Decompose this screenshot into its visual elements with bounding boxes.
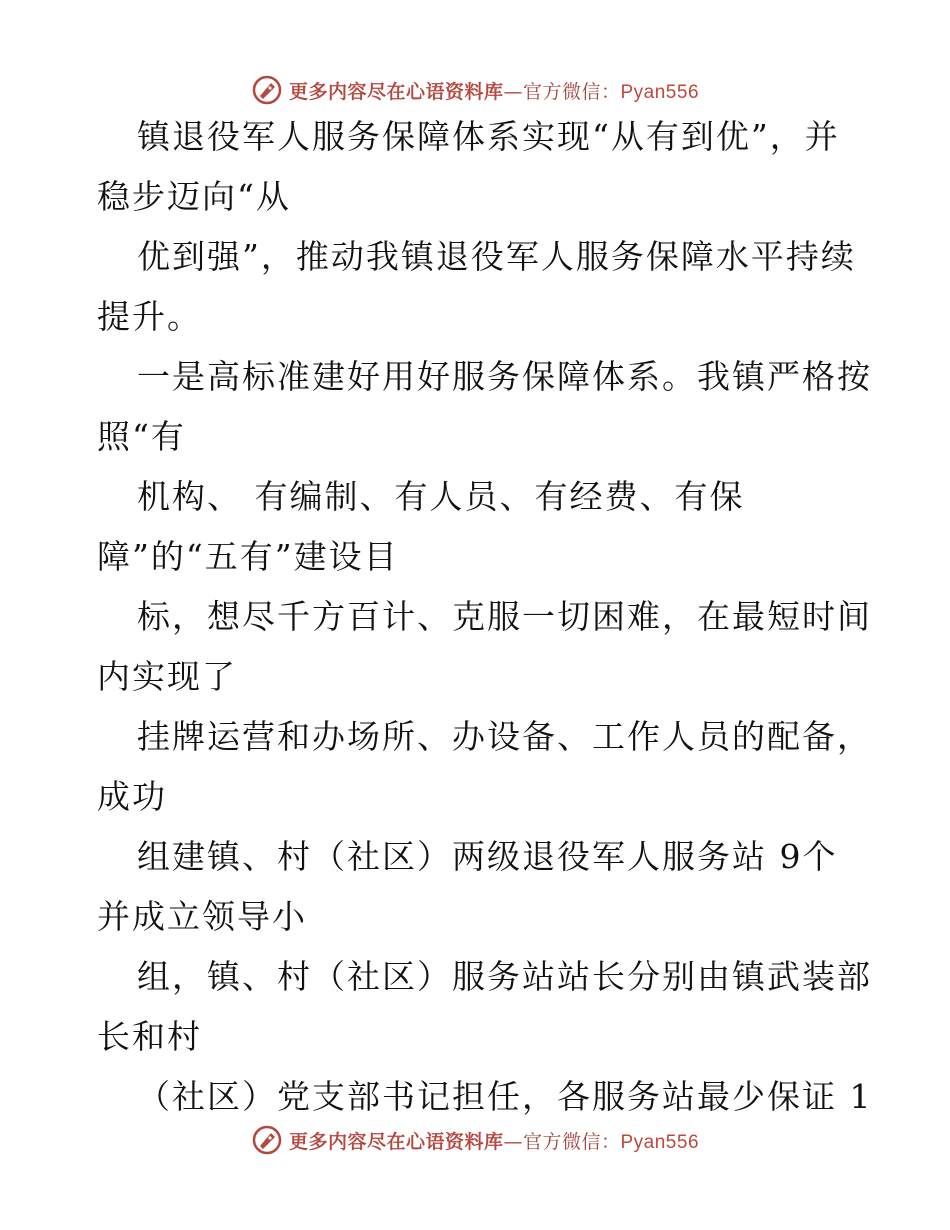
body-line: 镇退役军人服务保障体系实现“从有到优”，并 xyxy=(137,117,840,156)
watermark-contact-id: Pyan556 xyxy=(620,1131,700,1153)
body-line: 并成立领导小 xyxy=(97,897,307,936)
body-line: 长和村 xyxy=(97,1017,202,1056)
body-line: 照“有 xyxy=(97,417,186,456)
body-line: 障”的“五有”建设目 xyxy=(97,537,399,576)
footer-watermark xyxy=(0,1120,950,1160)
header-watermark xyxy=(0,70,950,110)
watermark-separator: — xyxy=(503,1130,523,1153)
pen-nib-logo-icon xyxy=(251,74,283,106)
body-line: 组，镇、村（社区）服务站站长分别由镇武装部 xyxy=(137,957,872,996)
watermark-brand: 更多内容尽在心语资料库 xyxy=(288,1130,504,1153)
body-line: 提升。 xyxy=(97,297,202,336)
body-line: 挂牌运营和办场所、办设备、工作人员的配备， xyxy=(137,717,872,756)
body-line: 优到强”，推动我镇退役军人服务保障水平持续 xyxy=(137,237,856,276)
body-line: 内实现了 xyxy=(97,657,237,696)
body-line: 标，想尽千方百计、克服一切困难，在最短时间 xyxy=(137,597,872,636)
watermark-separator: — xyxy=(503,80,523,103)
watermark-contact-id: Pyan556 xyxy=(620,81,700,103)
body-line: 组建镇、村（社区）两级退役军人服务站 9个 xyxy=(137,837,838,876)
body-line: 稳步迈向“从 xyxy=(97,177,291,216)
pen-nib-logo-icon xyxy=(251,1124,283,1156)
watermark-brand: 更多内容尽在心语资料库 xyxy=(288,80,504,103)
body-line: 成功 xyxy=(97,777,167,816)
body-line: 机构、 有编制、有人员、有经费、有保 xyxy=(137,477,745,516)
body-line: 一是高标准建好用好服务保障体系。我镇严格按 xyxy=(137,357,872,396)
watermark-contact-label: 官方微信： xyxy=(522,1130,621,1153)
body-line: （社区）党支部书记担任，各服务站最少保证 1 xyxy=(137,1077,873,1116)
watermark-contact-label: 官方微信： xyxy=(522,80,621,103)
